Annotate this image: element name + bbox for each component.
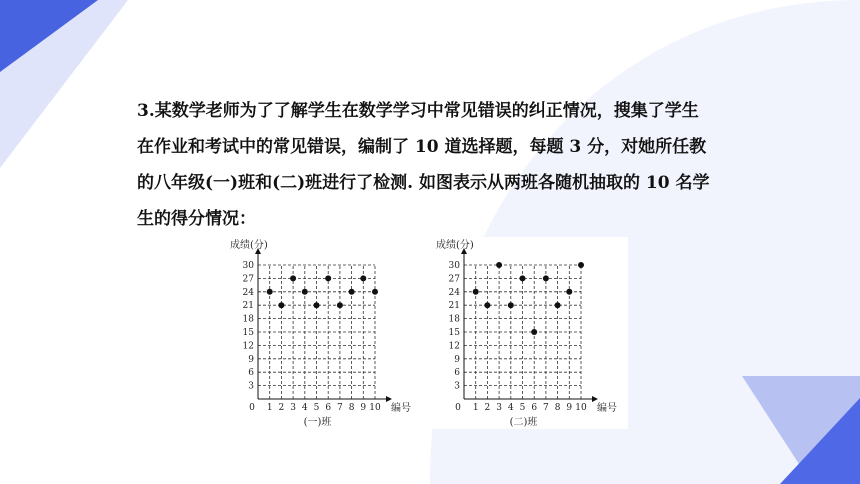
x-tick-label: 0 [249, 403, 255, 413]
data-point [555, 302, 561, 308]
problem-line: 3.某数学老师为了了解学生在数学学习中常见错误的纠正情况，搜集了学生 [137, 101, 699, 121]
y-axis-label: 成绩(分) [436, 240, 474, 251]
x-tick-label: 2 [484, 403, 491, 413]
data-point [520, 275, 526, 281]
x-tick-label: 9 [566, 403, 573, 413]
data-point [484, 302, 490, 308]
data-point [325, 275, 331, 281]
y-tick-label: 9 [454, 354, 460, 365]
problem-text [137, 93, 727, 237]
x-tick-label: 4 [301, 403, 308, 413]
x-tick-label: 7 [543, 403, 549, 413]
data-point [360, 275, 366, 281]
y-tick-label: 6 [248, 368, 254, 379]
data-point [302, 289, 308, 295]
x-tick-label: 8 [554, 403, 561, 413]
y-tick-label: 15 [448, 328, 460, 338]
chart-class-1-svg [226, 237, 422, 429]
problem-line: 生的得分情况： [137, 209, 256, 229]
data-point [473, 289, 479, 295]
x-tick-label: 0 [455, 403, 461, 413]
problem-line: 的八年级(一)班和(二)班进行了检测. 如图表示从两班各随机抽取的 10 名学 [137, 173, 710, 193]
x-tick-label: 10 [575, 403, 587, 413]
x-tick-label: 10 [369, 403, 381, 413]
x-tick-label: 5 [519, 403, 526, 413]
x-axis-label: 编号 [391, 403, 411, 414]
y-tick-label: 18 [448, 314, 460, 325]
x-axis-arrow [386, 396, 392, 402]
data-point [496, 262, 502, 268]
data-point [531, 329, 537, 335]
x-tick-label: 6 [325, 403, 332, 413]
y-tick-label: 21 [242, 301, 254, 312]
x-tick-label: 8 [348, 403, 355, 413]
y-tick-label: 24 [448, 287, 460, 298]
x-tick-label: 6 [531, 403, 538, 413]
chart-class-1 [226, 237, 422, 429]
data-point [566, 289, 572, 295]
y-tick-label: 27 [242, 274, 254, 285]
y-tick-label: 27 [448, 274, 460, 285]
x-tick-label: 4 [507, 403, 514, 413]
chart-caption: (一)班 [303, 417, 332, 428]
data-point [278, 302, 284, 308]
y-tick-label: 30 [242, 261, 254, 271]
x-tick-label: 3 [290, 403, 296, 413]
data-point [543, 275, 549, 281]
x-tick-label: 1 [266, 403, 273, 413]
y-tick-label: 30 [448, 261, 460, 271]
x-tick-label: 9 [360, 403, 367, 413]
y-tick-label: 3 [248, 381, 254, 392]
x-axis-arrow [592, 396, 598, 402]
y-axis-label: 成绩(分) [230, 240, 268, 251]
chart-class-2-svg [432, 237, 628, 429]
y-tick-label: 6 [454, 368, 460, 379]
y-tick-label: 3 [454, 381, 460, 392]
x-tick-label: 1 [472, 403, 479, 413]
x-tick-label: 5 [313, 403, 320, 413]
y-tick-label: 15 [242, 328, 254, 338]
data-point [372, 289, 378, 295]
y-tick-label: 21 [448, 301, 460, 312]
y-tick-label: 9 [248, 354, 254, 365]
y-tick-label: 24 [242, 287, 254, 298]
data-point [508, 302, 514, 308]
chart-caption: (二)班 [509, 417, 538, 428]
x-tick-label: 2 [278, 403, 285, 413]
data-point [349, 289, 355, 295]
x-tick-label: 7 [337, 403, 343, 413]
data-point [290, 275, 296, 281]
data-point [267, 289, 273, 295]
x-tick-label: 3 [496, 403, 502, 413]
problem-line: 在作业和考试中的常见错误，编制了 10 道选择题，每题 3 分，对她所任教 [137, 137, 707, 157]
chart-class-2 [432, 237, 628, 429]
x-axis-label: 编号 [597, 403, 617, 414]
y-tick-label: 18 [242, 314, 254, 325]
data-point [337, 302, 343, 308]
y-tick-label: 12 [448, 341, 460, 352]
data-point [578, 262, 584, 268]
data-point [314, 302, 320, 308]
y-tick-label: 12 [242, 341, 254, 352]
